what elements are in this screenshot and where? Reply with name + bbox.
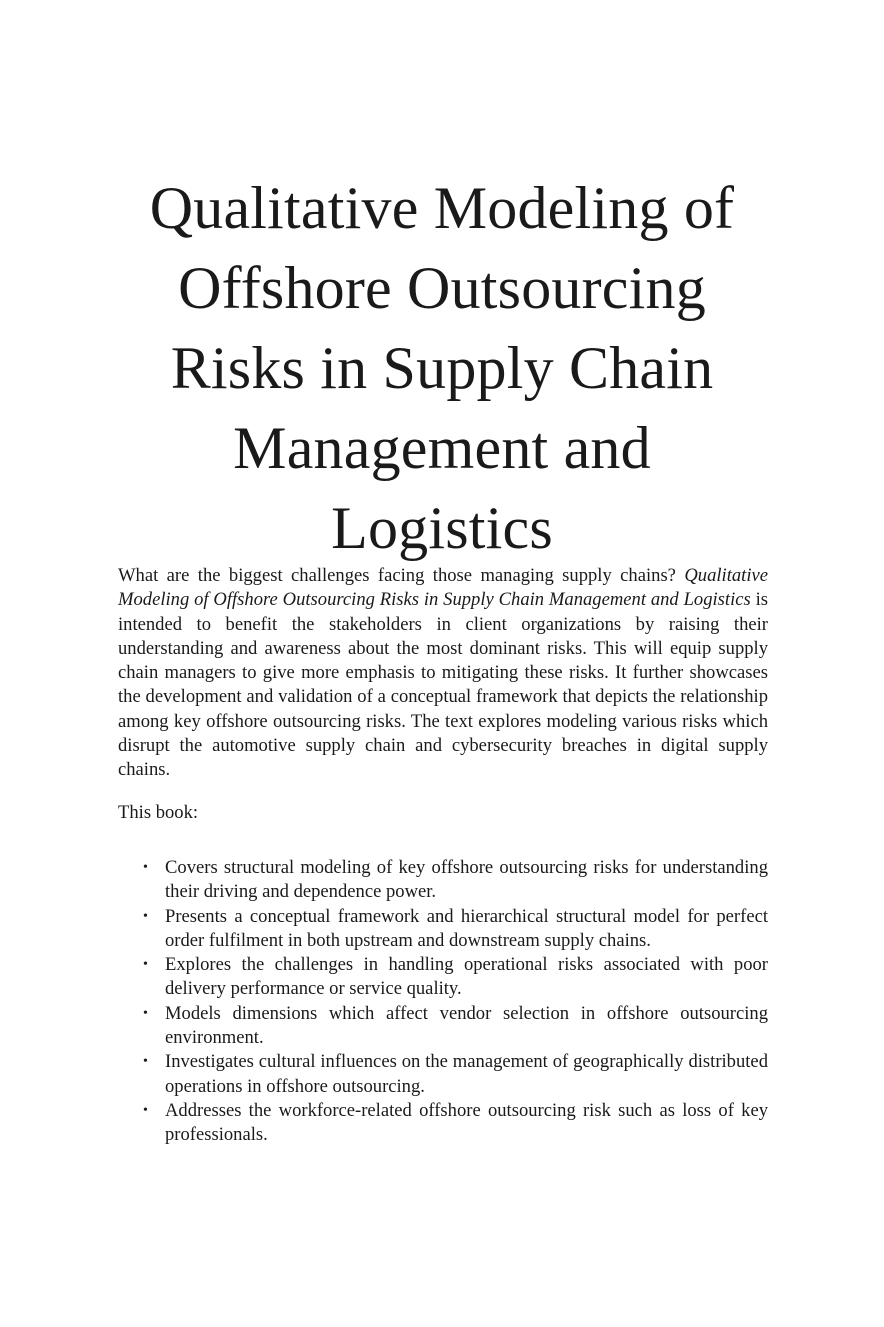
- feature-text: Covers structural modeling of key offshore outsourcing risks for understanding their driving and dependence power.: [165, 856, 768, 903]
- bullet-icon: •: [143, 1102, 148, 1118]
- book-description-section: [118, 564, 768, 1148]
- feature-item: [143, 1050, 768, 1099]
- book-title-line: Qualitative Modeling of: [149, 175, 735, 241]
- feature-text: Explores the challenges in handling operational risks associated with poor delivery performance or service quality.: [165, 954, 768, 1000]
- book-title-line: Management and: [233, 415, 651, 481]
- feature-item: [143, 953, 768, 1002]
- bullet-icon: •: [143, 1005, 148, 1021]
- book-title-line: Logistics: [331, 495, 553, 561]
- feature-list: [118, 856, 768, 1148]
- feature-text: Investigates cultural influences on the management of geographically distributed operations in offshore outsourcing.: [165, 1051, 768, 1097]
- description-book-title: Qualitative Modeling of Offshore Outsourcing Risks in Supply Chain Management and Logistics: [118, 565, 768, 611]
- bullet-icon: •: [143, 957, 148, 973]
- list-intro: This book:: [118, 801, 199, 823]
- description-rest: is intended to benefit the stakeholders in client organizations by raising their understanding and awareness about the most dominant risks. This will equip supply chain managers to give more emphasis to mitigating these risks. It further showcases the development and validation of a conceptual framework that depicts the relationship among key offshore outsourcing risks. The text explores modeling various risks which disrupt the automotive supply chain and cybersecurity breaches in digital supply chains.: [118, 589, 768, 781]
- book-title-line: Risks in Supply Chain: [170, 335, 714, 401]
- description-lead: What are the biggest challenges facing those managing supply chains?: [118, 565, 685, 586]
- feature-text: Models dimensions which affect vendor selection in offshore outsourcing environment.: [165, 1002, 768, 1049]
- feature-item: [143, 1002, 768, 1051]
- feature-text: Addresses the workforce-related offshore outsourcing risk such as loss of key professionals.: [165, 1099, 768, 1146]
- bullet-icon: •: [143, 1054, 148, 1070]
- feature-text: Presents a conceptual framework and hierarchical structural model for perfect order fulfilment in both upstream and downstream supply chains.: [165, 905, 768, 951]
- description-paragraph: [118, 564, 768, 783]
- book-title: [80, 168, 804, 568]
- bullet-icon: •: [143, 908, 148, 924]
- book-title-line: Offshore Outsourcing: [178, 255, 706, 321]
- feature-item: [143, 856, 768, 905]
- feature-item: [143, 905, 768, 954]
- feature-item: [143, 1099, 768, 1148]
- bullet-icon: •: [143, 859, 148, 875]
